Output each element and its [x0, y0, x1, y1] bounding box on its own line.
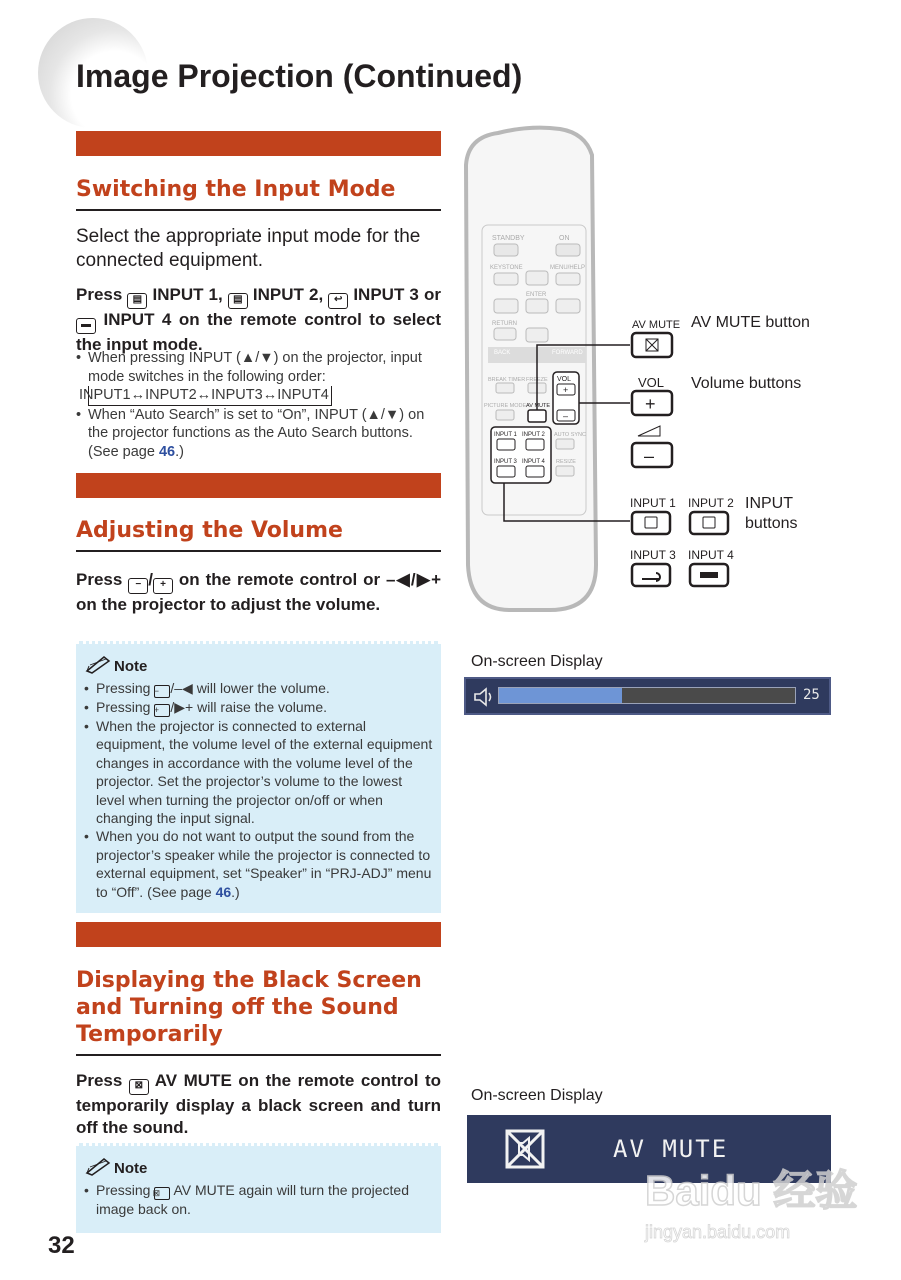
mute-instruction	[76, 1070, 441, 1139]
vol-plus-key-icon: +	[153, 578, 173, 594]
input3-text: INPUT 3 or	[353, 285, 441, 304]
volume-note-list	[84, 679, 433, 901]
plus-icon: +	[563, 385, 569, 395]
remote-label-back: BACK	[494, 350, 511, 356]
av-mute-key-icon: ⊠	[154, 1187, 170, 1200]
vol-plus-key-icon: +	[154, 704, 170, 717]
volume-level: 25	[803, 687, 820, 703]
section-title-input: Switching the Input Mode	[76, 176, 441, 211]
osd-mute-text: AV MUTE	[613, 1135, 729, 1163]
volume-note	[76, 641, 441, 913]
input-bullets	[76, 349, 441, 461]
volume-instruction-text: on the remote control or –◀/▶+ on the projector to adjust the volume.	[76, 570, 441, 614]
vol-minus-key-icon: −	[154, 685, 170, 698]
callout-input1-button	[632, 512, 670, 534]
remote-return-button	[494, 328, 516, 340]
remote-on-button	[556, 244, 580, 256]
remote-break-timer-button	[496, 383, 514, 393]
vol-minus-key-icon: −	[128, 578, 148, 594]
note-item	[84, 679, 433, 698]
video-icon	[700, 572, 718, 578]
remote-right-button	[556, 299, 580, 313]
remote-label-enter: ENTER	[526, 292, 547, 298]
note-text: Pressing	[96, 699, 151, 715]
note-text: /▶+ will raise the volume.	[170, 699, 328, 715]
callout-input1-key-label: INPUT 1	[630, 496, 676, 510]
callout-input2-button	[690, 512, 728, 534]
remote-label-input1: INPUT 1	[494, 432, 517, 438]
watermark-brand: Baidu 经验	[645, 1167, 858, 1214]
bullet-end: .)	[175, 443, 184, 460]
mute-instruction-text: AV MUTE on the remote control to temporarily display a black screen and turn off the sound.	[76, 1071, 441, 1137]
osd-volume-caption: On-screen Display	[471, 653, 603, 670]
input-sequence: INPUT1↔INPUT2↔INPUT3↔INPUT4	[88, 386, 332, 406]
note-text: /–◀ will lower the volume.	[170, 680, 330, 696]
minus-icon: –	[563, 411, 569, 421]
remote-label-keystone: KEYSTONE	[490, 265, 523, 271]
volume-instruction: Press − / + on the remote control or –◀/▶+ on the projector to adjust the volume.	[76, 570, 441, 614]
watermark-url: jingyan.baidu.com	[645, 1222, 791, 1242]
note-heading	[84, 654, 433, 675]
remote-standby-button	[494, 244, 518, 256]
remote-label-vol: VOL	[557, 376, 572, 383]
osd-volume-display	[464, 677, 831, 715]
remote-up-button	[526, 271, 548, 285]
remote-label-auto-sync: AUTO SYNC	[554, 432, 586, 438]
note-item: • When the projector is connected to external equipment, the volume level of the external equipment changes in accordance with the volume level of the projector. Set the projector’s volume to the lowest level when turning the projector on/off or when changing the input signal.	[84, 717, 433, 827]
callout-input2-key-label: INPUT 2	[688, 496, 734, 510]
plus-icon: +	[645, 394, 656, 414]
section-title-mute: Displaying the Black Screen and Turning off the Sound Temporarily	[76, 967, 441, 1056]
remote-label-input2: INPUT 2	[522, 432, 545, 438]
input2-key-icon: ▤	[228, 293, 248, 309]
remote-label-picture-mode: PICTURE MODE	[484, 403, 527, 409]
remote-left-button	[494, 299, 518, 313]
note-text: Pressing	[96, 680, 151, 696]
remote-input1-button	[497, 439, 515, 450]
remote-label-return: RETURN	[492, 321, 517, 327]
volume-callout-label: Volume buttons	[691, 375, 802, 392]
remote-auto-sync-button	[556, 439, 574, 449]
minus-icon: –	[644, 446, 655, 466]
input3-key-icon: ↩	[328, 293, 348, 309]
pencil-icon	[84, 654, 114, 674]
remote-input2-button	[526, 439, 544, 450]
note-item	[84, 1181, 433, 1218]
note-text: AV MUTE again will turn the projected image back on.	[96, 1182, 409, 1217]
remote-label-input3: INPUT 3	[494, 459, 517, 465]
remote-label-input4: INPUT 4	[522, 459, 545, 465]
remote-label-av-mute: AV MUTE	[526, 403, 551, 409]
input-callout-label-2: buttons	[745, 515, 798, 532]
input-bullet-autosearch	[76, 406, 441, 462]
av-mute-key-icon: ⊠	[129, 1079, 149, 1095]
remote-input4-button	[526, 466, 544, 477]
volume-bar-fill	[499, 688, 622, 703]
note-end: .)	[231, 883, 240, 900]
section-bar-input	[76, 131, 441, 156]
section-title-volume: Adjusting the Volume	[76, 517, 441, 552]
remote-control-illustration	[460, 125, 900, 625]
mute-note	[76, 1143, 441, 1233]
remote-picture-mode-button	[496, 410, 514, 420]
page-link[interactable]: 46	[215, 883, 232, 900]
input1-key-icon: ▤	[127, 293, 147, 309]
callout-vol-key-label: VOL	[638, 375, 665, 390]
note-item	[84, 698, 433, 717]
section-bar-volume	[76, 473, 441, 498]
remote-label-on: ON	[559, 235, 570, 242]
note-label: Note	[114, 658, 148, 675]
remote-label-break-timer: BREAK TIMER	[488, 377, 526, 383]
remote-keystone-button	[494, 273, 518, 285]
callout-input4-key-label: INPUT 4	[688, 548, 734, 562]
mute-note-list	[84, 1181, 433, 1218]
remote-input3-button	[497, 466, 515, 477]
callout-input3-key-label: INPUT 3	[630, 548, 676, 562]
volume-bar-track	[498, 687, 796, 704]
input-bullet-order	[76, 349, 441, 406]
callout-input3-button	[632, 564, 670, 586]
av-mute-icon	[501, 1125, 549, 1173]
osd-mute-caption: On-screen Display	[471, 1087, 603, 1104]
note-item	[84, 827, 433, 901]
note-heading	[84, 1156, 433, 1177]
remote-label-menu: MENU/HELP	[550, 265, 586, 271]
input2-text: INPUT 2,	[252, 285, 324, 304]
remote-label-standby: STANDBY	[492, 235, 525, 242]
press-word: Press	[76, 1071, 123, 1090]
callout-av-mute-key-label: AV MUTE	[632, 319, 681, 331]
page-number: 32	[48, 1232, 75, 1259]
remote-label-resize: RESIZE	[556, 459, 576, 465]
input4-key-icon: ▬	[76, 318, 96, 334]
press-word: Press	[76, 285, 123, 304]
page-title: Image Projection (Continued)	[76, 58, 523, 94]
pencil-icon	[84, 1156, 114, 1176]
input-lead: Select the appropriate input mode for the connected equipment.	[76, 226, 421, 271]
input-instruction	[76, 284, 441, 356]
remote-label-forward: FORWARD	[552, 350, 583, 356]
remote-av-mute-button	[528, 410, 546, 422]
volume-ramp-icon	[638, 426, 660, 436]
press-word: Press	[76, 570, 123, 589]
remote-down-button	[526, 328, 548, 342]
note-text: When you do not want to output the sound from the projector’s speaker while the projector is connected to external equipment, set “Speaker” in “PRJ-ADJ” menu to “Off”. (See page	[96, 828, 432, 900]
input4-text: INPUT 4 on the remote control to select the input mode.	[76, 310, 441, 354]
remote-body	[466, 128, 596, 610]
note-text: Pressing	[96, 1182, 151, 1198]
note-label: Note	[114, 1160, 148, 1177]
input1-text: INPUT 1,	[152, 285, 223, 304]
input-callout-label-1: INPUT	[745, 495, 793, 512]
baidu-watermark	[640, 1150, 860, 1250]
remote-menu-button	[556, 273, 580, 285]
remote-resize-button	[556, 466, 574, 476]
bullet-text: When pressing INPUT (▲/▼) on the projector, input mode switches in the following order:	[88, 350, 422, 385]
bullet-text: When “Auto Search” is set to “On”, INPUT (▲/▼) on the projector functions as the Auto Search buttons. (See page	[88, 406, 425, 460]
page-link[interactable]: 46	[158, 443, 176, 460]
remote-label-freeze: FREEZE	[526, 377, 548, 383]
speaker-icon	[472, 685, 496, 709]
section-bar-mute	[76, 922, 441, 947]
remote-enter-button	[526, 299, 548, 313]
av-mute-callout-label: AV MUTE button	[691, 314, 810, 331]
